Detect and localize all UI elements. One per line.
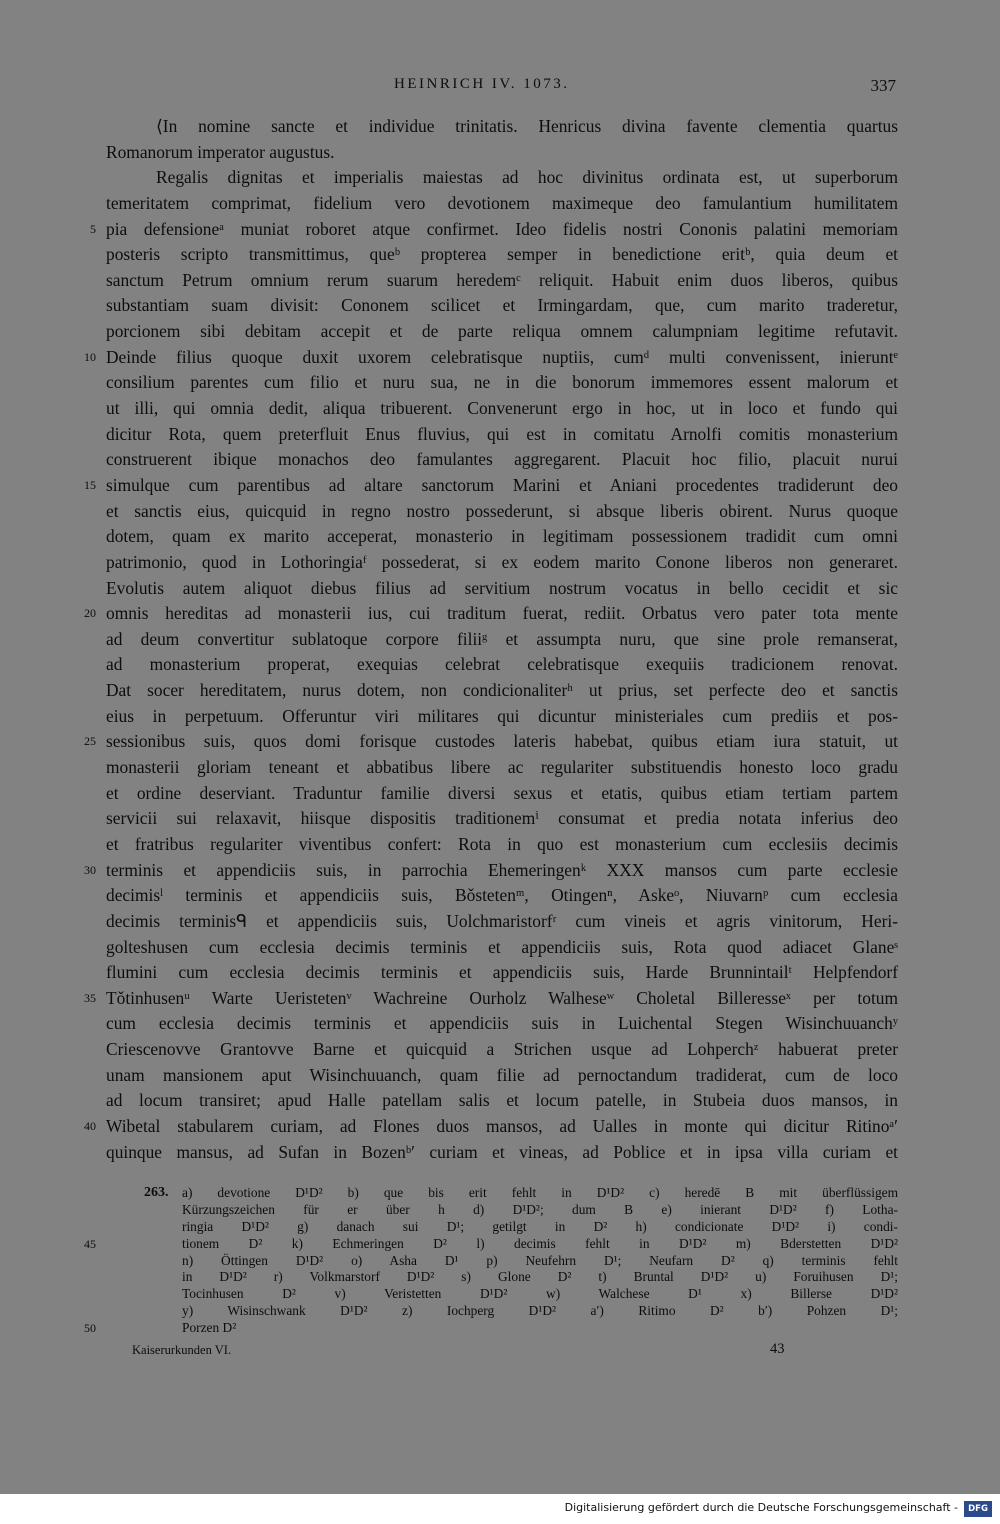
note-text: Porzen D² bbox=[182, 1320, 237, 1336]
line-text: ad monasterium properat, exequias celebrat celebratisque exequiis tradicionem renovat. bbox=[106, 654, 898, 675]
line-text: ad deum convertitur sublatoque corpore filiiᵍ et assumpta nuru, que sine prole remanserat, bbox=[106, 628, 898, 649]
line-number: 5 bbox=[90, 221, 96, 236]
text-line bbox=[106, 806, 898, 832]
line-number: 35 bbox=[84, 990, 96, 1005]
text-line bbox=[106, 755, 898, 781]
line-text: pia defensioneᵃ muniat roboret atque confirmet. Ideo fidelis nostri Cononis palatini memoriam bbox=[106, 218, 898, 239]
line-text: substantiam suam divisit: Cononem scilicet et Irmingardam, que, cum marito traderetur, bbox=[106, 295, 898, 316]
line-text: porcionem sibi debitam accepit et de parte reliqua omnem calumpniam legitime refutavit. bbox=[106, 321, 898, 342]
text-line bbox=[106, 1011, 898, 1037]
note-text: n) Öttingen D¹D² o) Asha D¹ p) Neufehrn D¹; Neufarn D² q) terminis fehlt bbox=[182, 1252, 898, 1268]
note-line bbox=[182, 1202, 898, 1219]
text-line bbox=[84, 986, 898, 1012]
sheet-signature-number: 43 bbox=[770, 1341, 785, 1357]
text-line bbox=[106, 1140, 898, 1166]
text-line bbox=[84, 858, 898, 884]
funding-bar bbox=[0, 1494, 1000, 1524]
line-text: Tǒtinhusenᵘ Warte Ueristetenᵛ Wachreine Ourholz Walheseʷ Choletal Billeresseˣ per totum bbox=[106, 987, 898, 1008]
text-line bbox=[106, 909, 898, 935]
text-line bbox=[106, 627, 898, 653]
text-line bbox=[106, 140, 898, 166]
text-line bbox=[84, 601, 898, 627]
note-text: a) devotione D¹D² b) que bis erit fehlt in D¹D² c) heredē B mit überflüssigem bbox=[182, 1185, 898, 1200]
page-header bbox=[106, 76, 896, 100]
line-number: 50 bbox=[84, 1321, 96, 1336]
line-text: omnis hereditas ad monasterii ius, cui traditum fuerat, rediit. Orbatus vero pater tota mente bbox=[106, 603, 898, 624]
text-line bbox=[84, 729, 898, 755]
line-text: cum ecclesia decimis terminis et appendiciis suis in Luichental Stegen Wisinchuuanchʸ bbox=[106, 1013, 898, 1034]
line-text: quinque mansus, ad Sufan in Bozenᵇ′ curiam et vineas, ad Poblice et in ipsa villa curiam et bbox=[106, 1141, 898, 1162]
text-line bbox=[106, 935, 898, 961]
text-line bbox=[106, 293, 898, 319]
note-text: y) Wisinschwank D¹D² z) Iochperg D¹D² a′) Ritimo D² b′) Pohzen D¹; bbox=[182, 1303, 898, 1319]
note-line bbox=[84, 1235, 898, 1253]
line-text: ut illi, qui omnia dedit, aliqua tribuerent. Convenerunt ergo in hoc, ut in loco et fundo qui bbox=[106, 398, 898, 419]
line-number: 40 bbox=[84, 1118, 96, 1133]
line-text: patrimonio, quod in Lothoringiaᶠ possederat, si ex eodem marito Conone liberos non generaret. bbox=[106, 551, 898, 572]
text-line bbox=[106, 242, 898, 268]
sheet-signature: Kaiserurkunden VI. bbox=[132, 1343, 232, 1357]
note-text: Kürzungszeichen für er über h d) D¹D²; dum B e) inierant D¹D² f) Lotha- bbox=[182, 1201, 898, 1217]
note-line bbox=[182, 1303, 898, 1320]
text-line bbox=[106, 524, 898, 550]
text-line bbox=[106, 576, 898, 602]
note-text: ringia D¹D² g) danach sui D¹; getilgt in D² h) condicionate D¹D² i) condi- bbox=[182, 1218, 898, 1234]
line-text: posteris scripto transmittimus, queᵇ propterea semper in benedictione eritᵇ, quia deum et bbox=[106, 244, 898, 265]
line-text: Deinde filius quoque duxit uxorem celebratisque nuptiis, cumᵈ multi convenissent, inieruntᵉ bbox=[106, 346, 898, 367]
note-line bbox=[84, 1320, 898, 1337]
text-line bbox=[84, 473, 898, 499]
line-text: sanctum Petrum omnium rerum suarum heredemᶜ reliquit. Habuit enim duos liberos, quibus bbox=[106, 269, 898, 290]
text-line bbox=[106, 114, 898, 140]
line-text: eius in perpetuum. Offeruntur viri militares qui dicuntur ministeriales cum prediis et pos- bbox=[106, 705, 898, 726]
text-line bbox=[106, 499, 898, 525]
text-line bbox=[106, 1037, 898, 1063]
line-text: et ordine deserviant. Traduntur familie diversi sexus et etatis, quibus etiam tertiam partem bbox=[106, 782, 898, 803]
line-text: temeritatem comprimat, fidelium vero devotionem maximeque deo famulantium humilitatem bbox=[106, 192, 898, 213]
line-text: Criescenovve Grantovve Barne et quicquid a Strichen usque ad Lohperchᶻ habuerat preter bbox=[106, 1039, 898, 1060]
text-line bbox=[106, 191, 898, 217]
line-text: monasterii gloriam teneant et abbatibus libere ac regulariter substituendis honesto loco gradu bbox=[106, 757, 898, 778]
critical-apparatus bbox=[84, 1185, 898, 1337]
line-number: 30 bbox=[84, 862, 96, 877]
line-text: ad locum transiret; apud Halle patellam salis et locum patelle, in Stubeia duos mansos, in bbox=[106, 1090, 898, 1111]
line-text: dicitur Rota, quem preterfluit Enus fluvius, qui est in comitatu Arnolfi comitis monasterium bbox=[106, 423, 898, 444]
line-text: servicii sui relaxavit, hiisque dispositis traditionemⁱ consumat et predia notata inferius deo bbox=[106, 808, 898, 829]
note-line bbox=[182, 1185, 898, 1202]
document-number: 263. bbox=[144, 1185, 169, 1200]
page-number: 337 bbox=[870, 76, 896, 95]
line-text: simulque cum parentibus ad altare sanctorum Marini et Aniani procedentes tradiderunt deo bbox=[106, 474, 898, 495]
line-text: terminis et appendiciis suis, in parrochia Ehemeringenᵏ XXX mansos cum parte ecclesie bbox=[106, 859, 898, 880]
text-line bbox=[106, 704, 898, 730]
line-number: 45 bbox=[84, 1236, 96, 1251]
text-line bbox=[106, 960, 898, 986]
text-line bbox=[106, 550, 898, 576]
line-number: 10 bbox=[84, 349, 96, 364]
text-line bbox=[106, 678, 898, 704]
note-text: Tocinhusen D² v) Veristetten D¹D² w) Walchese D¹ x) Billerse D¹D² bbox=[182, 1286, 898, 1302]
text-line bbox=[106, 1063, 898, 1089]
line-number: 25 bbox=[84, 734, 96, 749]
text-line bbox=[106, 447, 898, 473]
text-line bbox=[90, 217, 898, 243]
dfg-logo: DFG bbox=[964, 1501, 992, 1517]
line-text: unam mansionem aput Wisinchuuanch, quam filie ad pernoctandum tradiderat, cum de loco bbox=[106, 1064, 898, 1085]
note-text: in D¹D² r) Volkmarstorf D¹D² s) Glone D² t) Bruntal D¹D² u) Foruihusen D¹; bbox=[182, 1269, 898, 1285]
line-text: Romanorum imperator augustus. bbox=[106, 141, 335, 162]
text-line bbox=[106, 652, 898, 678]
note-text: tionem D² k) Echmeringen D² l) decimis fehlt in D¹D² m) Bderstetten D¹D² bbox=[182, 1235, 898, 1251]
text-line bbox=[84, 1114, 898, 1140]
text-line bbox=[84, 345, 898, 371]
text-line bbox=[106, 165, 898, 191]
line-text: construerent ibique monachos deo famulantes aggregarent. Placuit hoc filio, placuit nurui bbox=[106, 449, 898, 470]
funding-text: Digitalisierung gefördert durch die Deutsche Forschungsgemeinschaft - bbox=[564, 1501, 958, 1514]
line-text: golteshusen cum ecclesia decimis terminis et appendiciis suis, Rota quod adiacet Glaneˢ bbox=[106, 936, 898, 957]
line-text: sessionibus suis, quos domi forisque custodes lateris habebat, quibus etiam iura statuit, ut bbox=[106, 731, 898, 752]
line-text: consilium parentes cum filio et nuru sua, ne in die bonorum immemores essent malorum et bbox=[106, 372, 898, 393]
text-line bbox=[106, 370, 898, 396]
line-text: dotem, quam ex marito acceperat, monasterio in legitimam possessionem tradidit cum omni bbox=[106, 526, 898, 547]
line-text: Regalis dignitas et imperialis maiestas ad hoc divinitus ordinata est, ut superborum bbox=[156, 167, 898, 188]
text-line bbox=[106, 396, 898, 422]
text-line bbox=[106, 781, 898, 807]
line-text: et fratribus regulariter viventibus confert: Rota in quo est monasterium cum ecclesiis decimis bbox=[106, 833, 898, 854]
note-line bbox=[182, 1286, 898, 1303]
text-line bbox=[106, 319, 898, 345]
line-text: Wibetal stabularem curiam, ad Flones duos mansos, ad Ualles in monte qui dicitur Ritinoᵃ′ bbox=[106, 1115, 898, 1136]
note-line bbox=[182, 1253, 898, 1270]
line-text: ⟨In nomine sancte et individue trinitatis. Henricus divina favente clementia quartus bbox=[156, 116, 898, 136]
running-title: HEINRICH IV. 1073. bbox=[394, 76, 570, 92]
text-line bbox=[106, 883, 898, 909]
line-text: decimisˡ terminis et appendiciis suis, Bǒstetenᵐ, Otingenⁿ, Askeᵒ, Niuvarnᵖ cum ecclesia bbox=[106, 885, 898, 906]
text-line bbox=[106, 1088, 898, 1114]
line-text: decimis terminisᑫ et appendiciis suis, Uolchmaristorfʳ cum vineis et agris vinitorum, Heri- bbox=[106, 910, 898, 931]
line-text: et sanctis eius, quicquid in regno nostro possederunt, si absque liberis obirent. Nurus quoque bbox=[106, 500, 898, 521]
line-text: Evolutis autem aliquot diebus filius ad servitium nostrum vocatus in bello cecidit et sic bbox=[106, 577, 898, 598]
line-text: Dat socer hereditatem, nurus dotem, non condicionaliterʰ ut prius, set perfecte deo et sanctis bbox=[106, 680, 898, 701]
line-number: 15 bbox=[84, 477, 96, 492]
note-line bbox=[182, 1219, 898, 1236]
charter-text bbox=[84, 114, 898, 1165]
text-line bbox=[106, 268, 898, 294]
note-line bbox=[182, 1269, 898, 1286]
line-number: 20 bbox=[84, 606, 96, 621]
line-text: flumini cum ecclesia decimis terminis et appendiciis suis, Harde Brunnintailᵗ Helpfendorf bbox=[106, 962, 898, 983]
text-line bbox=[106, 832, 898, 858]
text-line bbox=[106, 422, 898, 448]
